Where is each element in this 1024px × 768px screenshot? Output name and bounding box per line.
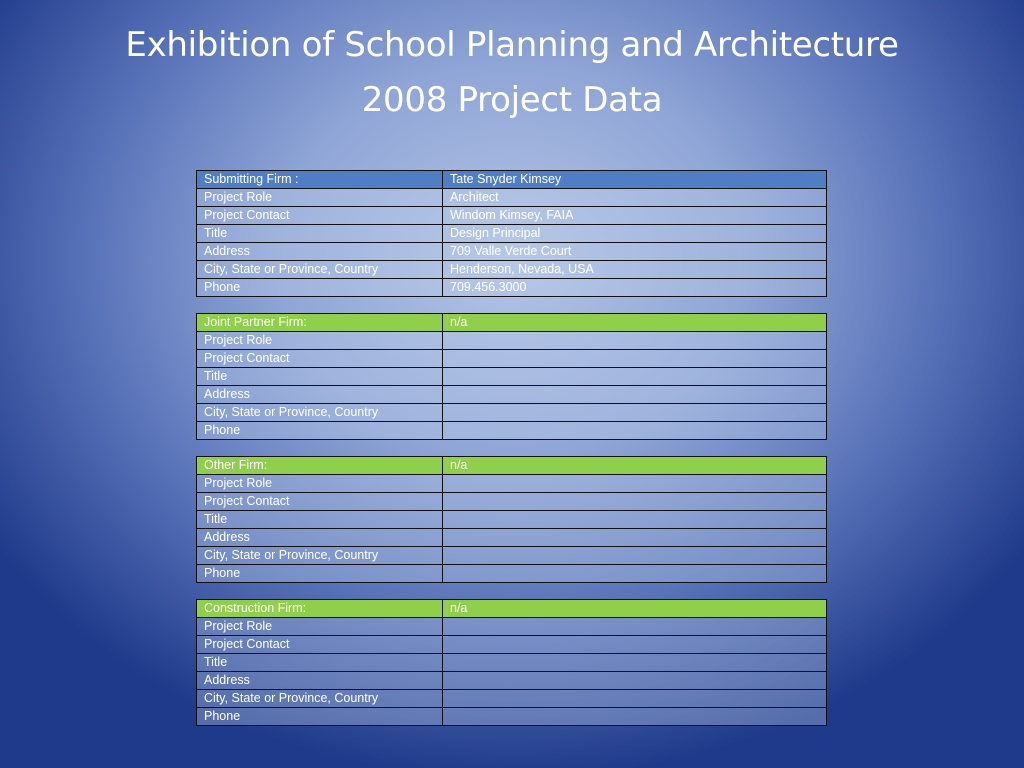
table-row — [197, 690, 827, 708]
row-value: Design Principal — [443, 225, 827, 243]
header-value: Tate Snyder Kimsey — [443, 171, 827, 189]
firm-tables — [196, 170, 827, 742]
header-value: n/a — [443, 314, 827, 332]
row-value — [443, 332, 827, 350]
row-value — [443, 672, 827, 690]
table-row — [197, 189, 827, 207]
row-label: Phone — [197, 708, 443, 726]
table-header-row — [197, 314, 827, 332]
row-label: Phone — [197, 279, 443, 297]
header-label: Joint Partner Firm: — [197, 314, 443, 332]
row-label: Project Contact — [197, 207, 443, 225]
row-value — [443, 386, 827, 404]
row-value — [443, 493, 827, 511]
row-value — [443, 404, 827, 422]
joint-partner-firm-table — [196, 313, 827, 440]
table-row — [197, 565, 827, 583]
row-label: Project Contact — [197, 636, 443, 654]
row-value — [443, 690, 827, 708]
table-row — [197, 279, 827, 297]
table-row — [197, 368, 827, 386]
table-row — [197, 636, 827, 654]
table-row — [197, 404, 827, 422]
table-row — [197, 672, 827, 690]
row-label: Project Role — [197, 475, 443, 493]
row-value — [443, 565, 827, 583]
header-label: Submitting Firm : — [197, 171, 443, 189]
row-label: Phone — [197, 565, 443, 583]
table-row — [197, 511, 827, 529]
row-value: 709.456.3000 — [443, 279, 827, 297]
row-label: Project Contact — [197, 350, 443, 368]
header-value: n/a — [443, 457, 827, 475]
row-value — [443, 422, 827, 440]
table-row — [197, 654, 827, 672]
row-label: Address — [197, 529, 443, 547]
row-value: 709 Valle Verde Court — [443, 243, 827, 261]
row-value — [443, 547, 827, 565]
row-value: Henderson, Nevada, USA — [443, 261, 827, 279]
header-label: Construction Firm: — [197, 600, 443, 618]
row-label: Title — [197, 654, 443, 672]
row-label: Project Role — [197, 618, 443, 636]
row-label: Address — [197, 386, 443, 404]
header-label: Other Firm: — [197, 457, 443, 475]
row-value — [443, 529, 827, 547]
row-label: City, State or Province, Country — [197, 690, 443, 708]
row-label: City, State or Province, Country — [197, 261, 443, 279]
table-row — [197, 207, 827, 225]
row-label: Project Contact — [197, 493, 443, 511]
row-label: Title — [197, 368, 443, 386]
row-value: Architect — [443, 189, 827, 207]
row-value — [443, 618, 827, 636]
table-row — [197, 225, 827, 243]
construction-firm-table — [196, 599, 827, 726]
submitting-firm-table — [196, 170, 827, 297]
table-header-row — [197, 171, 827, 189]
table-row — [197, 529, 827, 547]
table-row — [197, 350, 827, 368]
row-value — [443, 511, 827, 529]
row-value: Windom Kimsey, FAIA — [443, 207, 827, 225]
row-label: Project Role — [197, 332, 443, 350]
title-line-1: Exhibition of School Planning and Architecture — [125, 25, 899, 65]
header-value: n/a — [443, 600, 827, 618]
table-row — [197, 261, 827, 279]
row-label: City, State or Province, Country — [197, 547, 443, 565]
slide-title — [0, 18, 1024, 128]
table-header-row — [197, 600, 827, 618]
row-value — [443, 368, 827, 386]
row-value — [443, 654, 827, 672]
table-row — [197, 475, 827, 493]
other-firm-table — [196, 456, 827, 583]
row-label: Address — [197, 672, 443, 690]
table-row — [197, 386, 827, 404]
row-value — [443, 636, 827, 654]
table-row — [197, 547, 827, 565]
row-label: Title — [197, 225, 443, 243]
table-row — [197, 243, 827, 261]
row-label: Phone — [197, 422, 443, 440]
table-row — [197, 332, 827, 350]
table-header-row — [197, 457, 827, 475]
row-label: Title — [197, 511, 443, 529]
row-value — [443, 708, 827, 726]
row-value — [443, 350, 827, 368]
row-value — [443, 475, 827, 493]
row-label: City, State or Province, Country — [197, 404, 443, 422]
row-label: Address — [197, 243, 443, 261]
table-row — [197, 708, 827, 726]
table-row — [197, 493, 827, 511]
table-row — [197, 618, 827, 636]
row-label: Project Role — [197, 189, 443, 207]
table-row — [197, 422, 827, 440]
title-line-2: 2008 Project Data — [361, 80, 663, 120]
